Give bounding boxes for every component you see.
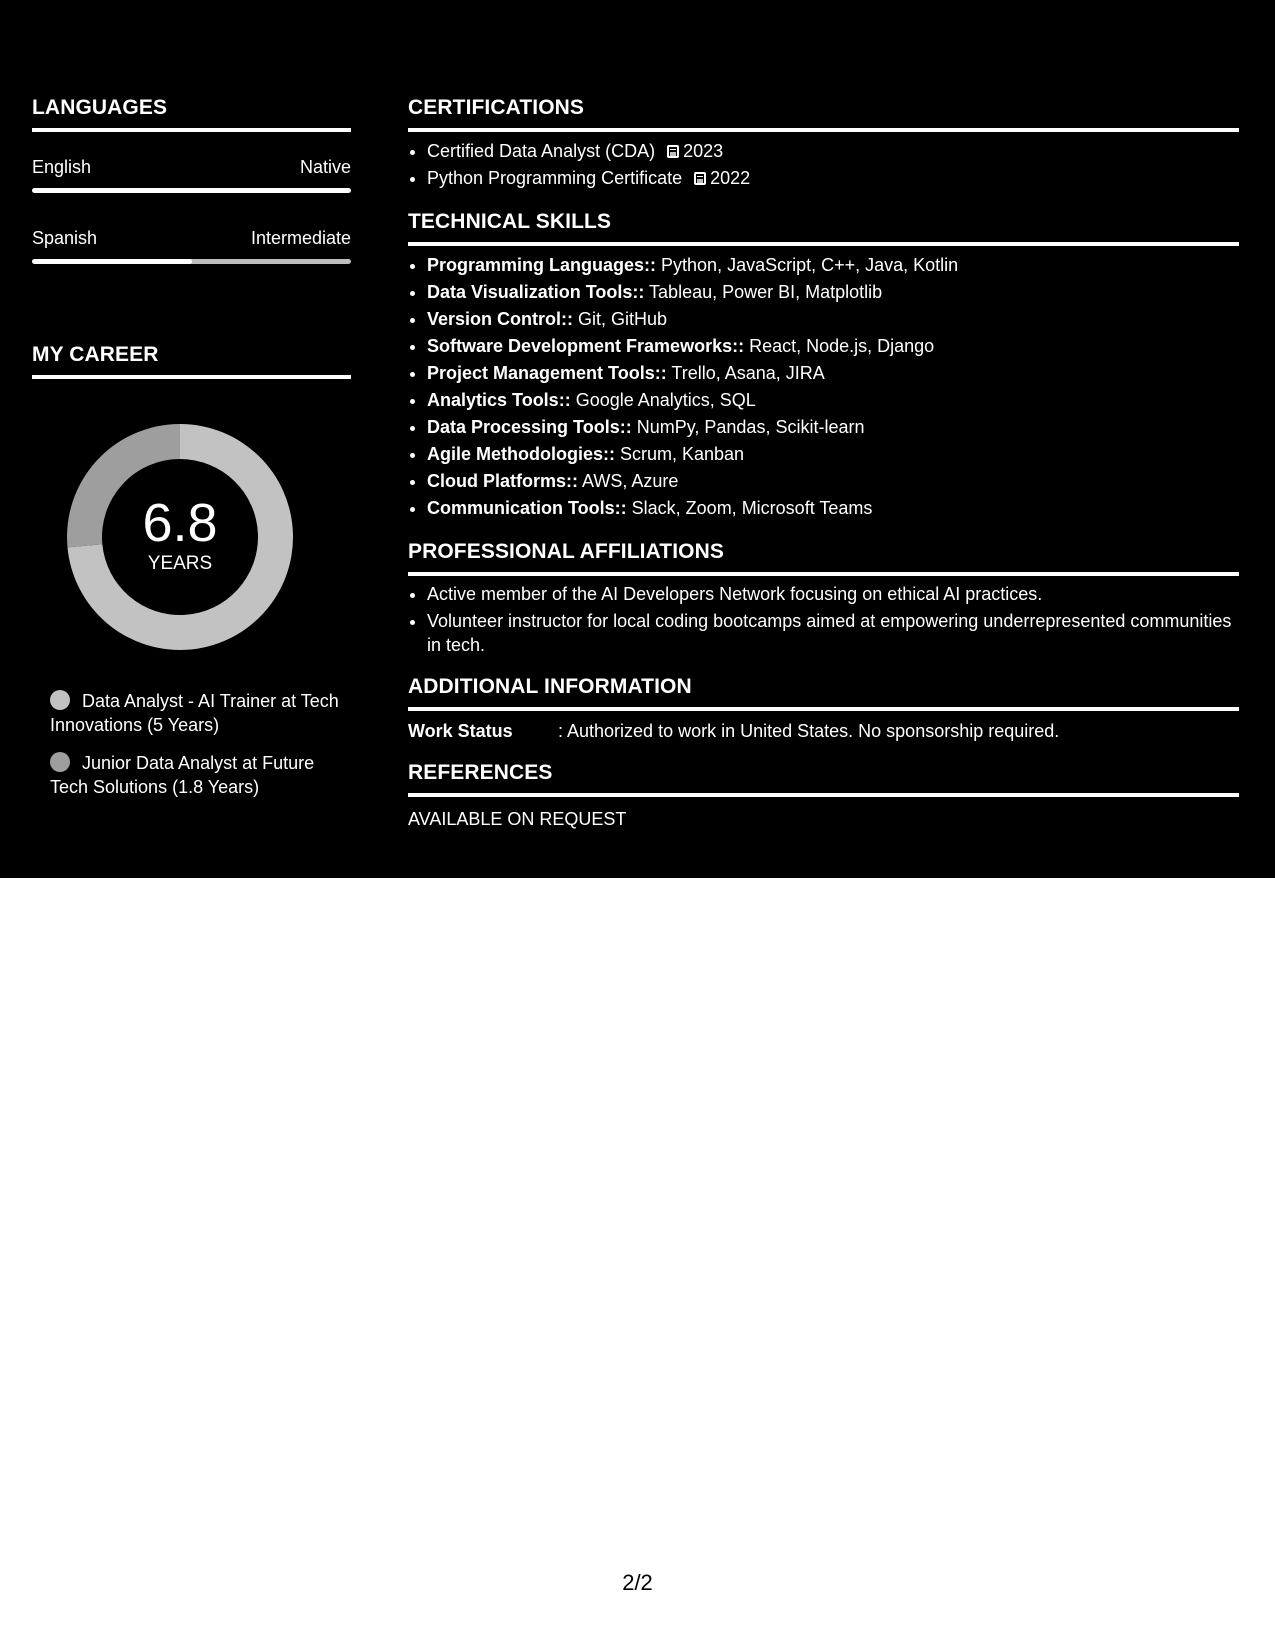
skill-item xyxy=(427,360,1239,387)
skill-item xyxy=(427,441,1239,468)
skill-value: Trello, Asana, JIRA xyxy=(666,363,825,383)
affiliation-item: • Active member of the AI Developers Network focusing on ethical AI practices. xyxy=(427,582,1239,606)
career-total-years: 6.8 xyxy=(142,493,218,553)
skill-label: Data Processing Tools:: xyxy=(427,417,632,437)
skill-value: AWS, Azure xyxy=(578,471,679,491)
certifications-title: CERTIFICATIONS xyxy=(408,92,1239,132)
skill-value: Scrum, Kanban xyxy=(615,444,745,464)
language-level: Native xyxy=(299,157,351,177)
skill-value: Git, GitHub xyxy=(573,309,668,329)
work-status-label: Work Status xyxy=(408,721,513,741)
skill-item xyxy=(427,306,1239,333)
skill-item xyxy=(427,279,1239,306)
skill-value: React, Node.js, Django xyxy=(744,336,935,356)
skill-item xyxy=(427,468,1239,495)
skill-label: Analytics Tools:: xyxy=(427,390,571,410)
skill-value: Slack, Zoom, Microsoft Teams xyxy=(626,498,873,518)
language-bar-english xyxy=(32,188,351,193)
language-bar-fill xyxy=(32,188,351,193)
calendar-icon xyxy=(667,145,679,158)
skill-label: Communication Tools:: xyxy=(427,498,627,518)
skill-label: Version Control:: xyxy=(427,309,574,329)
skill-item xyxy=(427,414,1239,441)
work-status-row xyxy=(408,719,1239,743)
career-legend-item xyxy=(50,689,340,737)
skill-item xyxy=(427,387,1239,414)
certifications-list xyxy=(408,138,1239,192)
references-title: REFERENCES xyxy=(408,757,1239,797)
skill-value: Tableau, Power BI, Matplotlib xyxy=(644,282,883,302)
skill-item xyxy=(427,495,1239,522)
right-column xyxy=(408,92,1239,831)
certification-item xyxy=(427,138,1239,165)
language-level: Intermediate xyxy=(250,228,351,248)
skill-value: NumPy, Pandas, Scikit-learn xyxy=(631,417,865,437)
donut-center xyxy=(66,423,294,651)
skill-label: Cloud Platforms:: xyxy=(427,471,578,491)
language-name: English xyxy=(32,157,92,177)
affiliations-list xyxy=(408,582,1239,657)
career-legend-item xyxy=(50,751,340,799)
language-bar-fill xyxy=(32,259,192,264)
work-status-value: : Authorized to work in United States. No sponsorship required. xyxy=(558,721,1060,741)
skill-item xyxy=(427,333,1239,360)
career-title: MY CAREER xyxy=(32,339,351,379)
left-column xyxy=(32,92,351,813)
certification-item xyxy=(427,165,1239,192)
skill-label: Project Management Tools:: xyxy=(427,363,667,383)
skill-label: Agile Methodologies:: xyxy=(427,444,615,464)
calendar-icon xyxy=(694,172,706,185)
languages-title: LANGUAGES xyxy=(32,92,351,132)
certification-name: Python Programming Certificate xyxy=(427,168,683,188)
career-legend-label: Junior Data Analyst at Future Tech Solutions (1.8 Years) xyxy=(50,753,315,797)
references-text: AVAILABLE ON REQUEST xyxy=(408,809,627,829)
skill-label: Data Visualization Tools:: xyxy=(427,282,645,302)
skill-label: Software Development Frameworks:: xyxy=(427,336,745,356)
affiliations-title: PROFESSIONAL AFFILIATIONS xyxy=(408,536,1239,576)
technical-skills-list xyxy=(408,252,1239,522)
language-row-english xyxy=(32,156,351,178)
certification-name: Certified Data Analyst (CDA) xyxy=(427,141,656,161)
page-number: 2/2 xyxy=(622,1570,653,1595)
career-donut-chart xyxy=(66,423,294,651)
language-bar-spanish xyxy=(32,259,351,264)
skill-value: Google Analytics, SQL xyxy=(570,390,756,410)
technical-skills-title: TECHNICAL SKILLS xyxy=(408,206,1239,246)
language-name: Spanish xyxy=(32,228,98,248)
affiliation-item: • Volunteer instructor for local coding bootcamps aimed at empowering underrepresented communities in tech. xyxy=(427,609,1239,657)
certification-year: 2022 xyxy=(710,168,751,188)
career-legend-label: Data Analyst - AI Trainer at Tech Innovations (5 Years) xyxy=(50,691,339,735)
legend-dot-icon xyxy=(50,752,70,772)
additional-info-title: ADDITIONAL INFORMATION xyxy=(408,671,1239,711)
career-legend xyxy=(50,689,340,799)
language-row-spanish xyxy=(32,227,351,249)
legend-dot-icon xyxy=(50,690,70,710)
certification-year: 2023 xyxy=(683,141,724,161)
skill-value: Python, JavaScript, C++, Java, Kotlin xyxy=(656,255,959,275)
skill-item xyxy=(427,252,1239,279)
career-total-unit: YEARS xyxy=(147,553,213,574)
skill-label: Programming Languages:: xyxy=(427,255,657,275)
